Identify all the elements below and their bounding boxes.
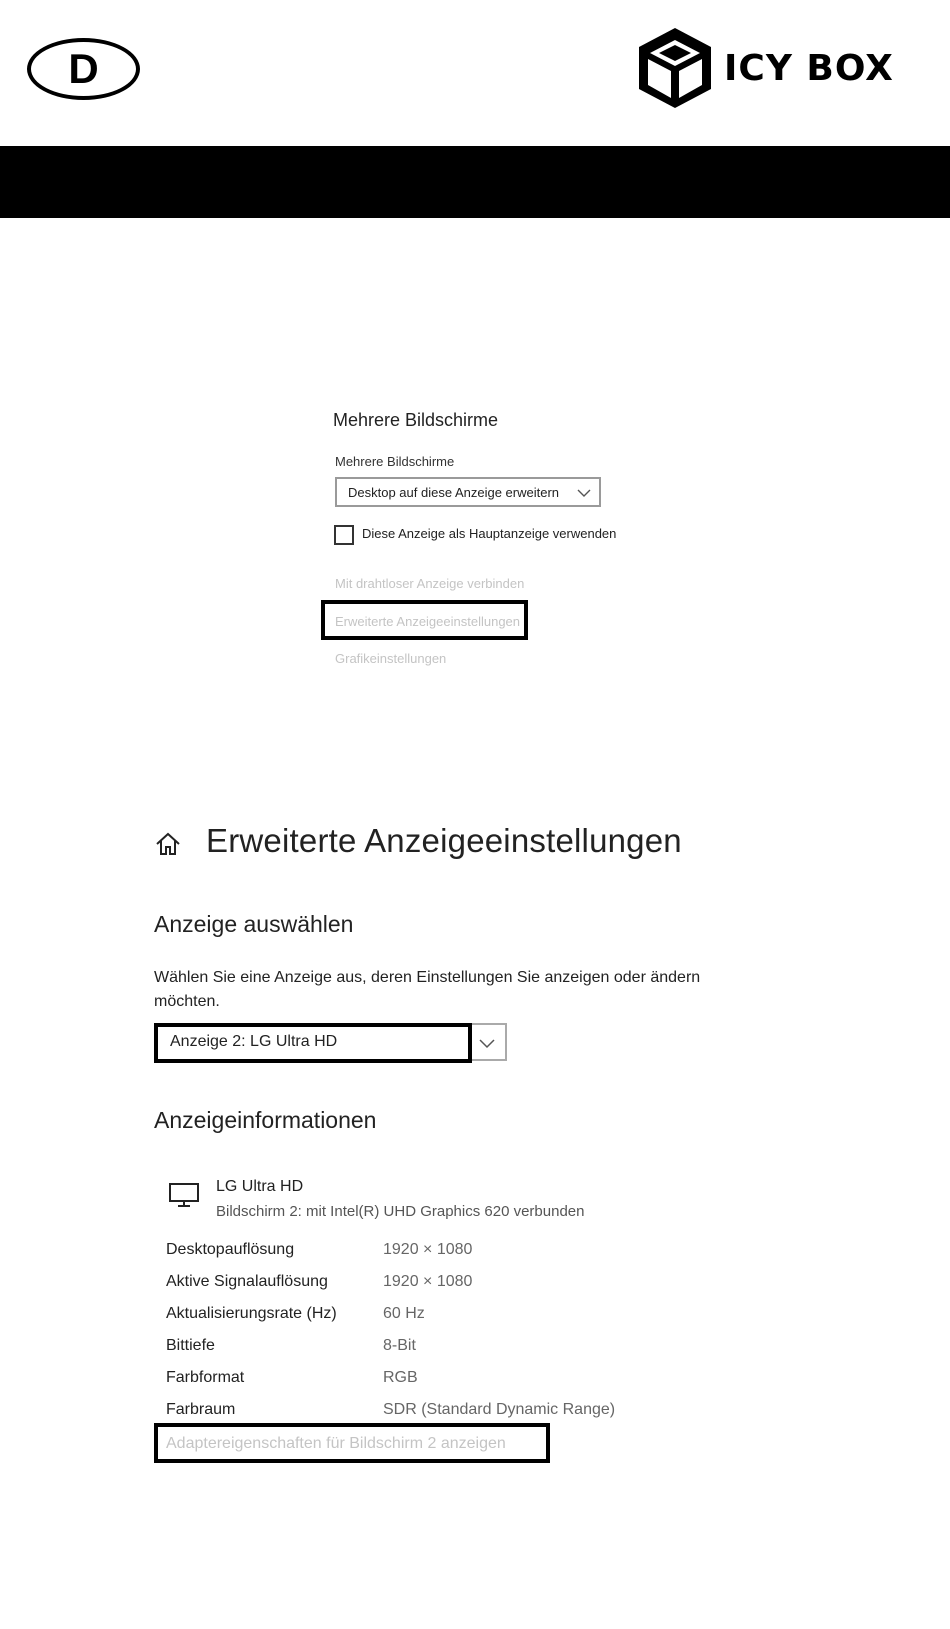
multi-display-title: Mehrere Bildschirme xyxy=(333,410,499,430)
highlight-box xyxy=(321,600,528,640)
info-key: Aktualisierungsrate (Hz) xyxy=(166,1305,337,1322)
header-bar xyxy=(0,146,950,218)
multi-display-dropdown-label: Mehrere Bildschirme xyxy=(335,454,455,469)
display-info-heading: Anzeigeinformationen xyxy=(154,1107,377,1133)
info-value: 60 Hz xyxy=(383,1305,425,1322)
page-title: Erweiterte Anzeigeeinstellungen xyxy=(206,822,682,859)
cube-logo-icon xyxy=(636,26,714,110)
adapter-properties-link[interactable]: Adaptereigenschaften für Bildschirm 2 anzeigen xyxy=(166,1435,506,1452)
info-row xyxy=(166,1305,726,1331)
info-value: SDR (Standard Dynamic Range) xyxy=(383,1401,616,1418)
display-select-value: Anzeige 2: LG Ultra HD xyxy=(170,1033,338,1050)
language-code: D xyxy=(68,45,99,92)
chevron-down-icon xyxy=(479,1030,495,1061)
info-row xyxy=(166,1337,726,1363)
info-value: 1920 × 1080 xyxy=(383,1241,473,1258)
info-row xyxy=(166,1241,726,1267)
graphics-settings-link[interactable]: Grafikeinstellungen xyxy=(335,651,447,666)
home-icon[interactable] xyxy=(154,830,182,858)
brand-name: ICY BOX xyxy=(724,48,894,89)
highlight-box xyxy=(154,1023,472,1063)
language-badge xyxy=(27,38,140,100)
info-key: Farbformat xyxy=(166,1369,245,1386)
info-key: Aktive Signalauflösung xyxy=(166,1273,328,1290)
multi-display-dropdown[interactable] xyxy=(335,477,601,507)
info-key: Desktopauflösung xyxy=(166,1241,295,1258)
chevron-down-icon xyxy=(577,482,591,507)
info-value: 1920 × 1080 xyxy=(383,1273,473,1290)
main-display-checkbox-label: Diese Anzeige als Hauptanzeige verwenden xyxy=(362,526,617,541)
select-display-heading: Anzeige auswählen xyxy=(154,911,354,937)
advanced-display-settings-link[interactable]: Erweiterte Anzeigeeinstellungen xyxy=(335,614,521,629)
info-row xyxy=(166,1273,726,1299)
monitor-icon xyxy=(168,1182,200,1208)
main-display-checkbox[interactable] xyxy=(334,525,354,545)
info-key: Farbraum xyxy=(166,1401,236,1418)
info-value: RGB xyxy=(383,1369,418,1386)
info-value: 8-Bit xyxy=(383,1337,416,1354)
monitor-connection: Bildschirm 2: mit Intel(R) UHD Graphics 620 verbunden xyxy=(216,1203,585,1220)
wireless-display-link[interactable]: Mit drahtloser Anzeige verbinden xyxy=(335,576,525,591)
brand-logo xyxy=(636,26,926,110)
monitor-name: LG Ultra HD xyxy=(216,1178,304,1195)
select-display-description: Wählen Sie eine Anzeige aus, deren Einstellungen Sie anzeigen oder ändern möchten. xyxy=(154,969,701,1010)
multi-display-dropdown-value: Desktop auf diese Anzeige erweitern xyxy=(348,485,560,500)
info-row xyxy=(166,1369,726,1395)
highlight-box xyxy=(154,1423,550,1463)
info-key: Bittiefe xyxy=(166,1337,215,1354)
